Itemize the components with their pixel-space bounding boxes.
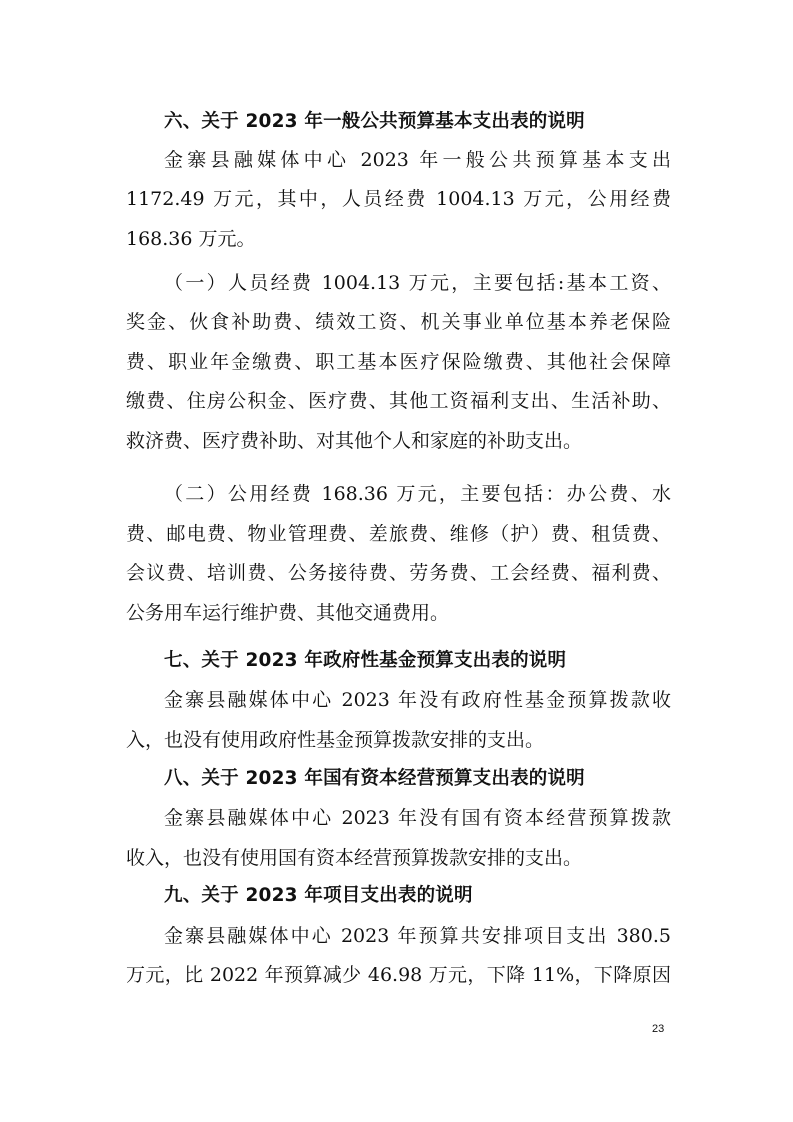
personnel-cost-line-3: 费、职业年金缴费、职工基本医疗保险缴费、其他社会保障 (126, 351, 671, 373)
section-6-line-3: 168.36 万元。 (126, 228, 256, 250)
section-6-heading: 六、关于 2023 年一般公共预算基本支出表的说明 (164, 111, 585, 132)
section-9-line-1: 金寨县融媒体中心 2023 年预算共安排项目支出 380.5 (164, 925, 671, 947)
public-cost-line-4: 公务用车运行维护费、其他交通费用。 (126, 602, 450, 624)
section-9-line-2: 万元，比 2022 年预算减少 46.98 万元，下降 11%，下降原因 (126, 964, 671, 986)
public-cost-line-2: 费、邮电费、物业管理费、差旅费、维修（护）费、租赁费、 (126, 523, 671, 545)
page-number: 23 (652, 1023, 665, 1035)
personnel-cost-line-5: 救济费、医疗费补助、对其他个人和家庭的补助支出。 (126, 430, 583, 452)
section-7-heading: 七、关于 2023 年政府性基金预算支出表的说明 (164, 650, 567, 671)
public-cost-line-3: 会议费、培训费、公务接待费、劳务费、工会经费、福利费、 (126, 562, 671, 584)
section-7-line-2: 入，也没有使用政府性基金预算拨款安排的支出。 (126, 729, 545, 751)
section-8-line-1: 金寨县融媒体中心 2023 年没有国有资本经营预算拨款 (164, 807, 671, 829)
section-6-line-2: 1172.49 万元，其中，人员经费 1004.13 万元，公用经费 (126, 188, 671, 210)
personnel-cost-line-4: 缴费、住房公积金、医疗费、其他工资福利支出、生活补助、 (126, 390, 671, 412)
section-6-line-1: 金寨县融媒体中心 2023 年一般公共预算基本支出 (164, 149, 671, 171)
personnel-cost-line-2: 奖金、伙食补助费、绩效工资、机关事业单位基本养老保险 (126, 311, 671, 333)
public-cost-line-1: （二）公用经费 168.36 万元，主要包括：办公费、水 (164, 483, 671, 505)
section-8-line-2: 收入，也没有使用国有资本经营预算拨款安排的支出。 (126, 847, 583, 869)
section-7-line-1: 金寨县融媒体中心 2023 年没有政府性基金预算拨款收 (164, 689, 671, 711)
section-8-heading: 八、关于 2023 年国有资本经营预算支出表的说明 (164, 768, 585, 789)
personnel-cost-line-1: （一）人员经费 1004.13 万元，主要包括:基本工资、 (164, 272, 671, 294)
section-9-heading: 九、关于 2023 年项目支出表的说明 (164, 885, 473, 906)
